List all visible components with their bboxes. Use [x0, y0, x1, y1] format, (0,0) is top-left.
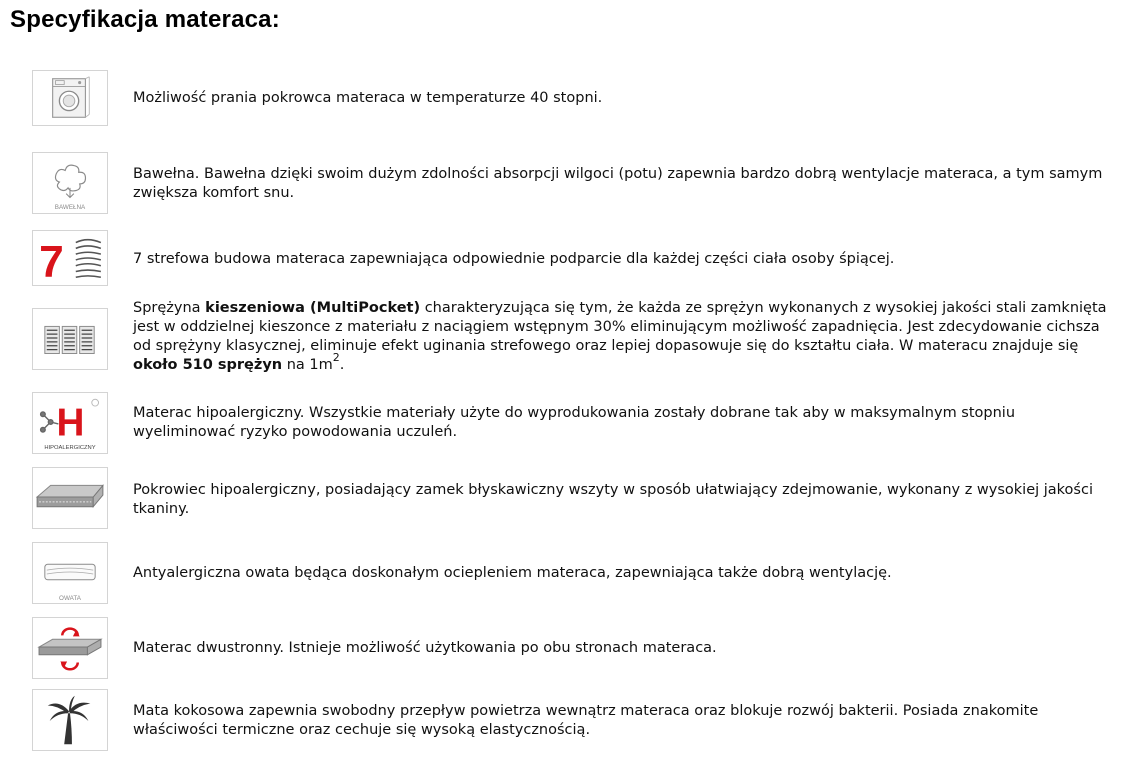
seven-zones-icon: [32, 230, 108, 286]
palm-tree-icon: [32, 689, 108, 751]
wadding-icon-label: OWATA: [59, 595, 81, 603]
zipper-cover-icon: [32, 467, 108, 529]
feature-row-hypoallergenic: [32, 392, 1117, 454]
feature-row-wadding: [32, 542, 1117, 604]
feature-row-coconut: [32, 689, 1117, 751]
seven-zones-number: 7: [39, 237, 64, 285]
feature-text-bold: kieszeniowa (MultiPocket): [205, 300, 421, 316]
feature-text: Bawełna. Bawełna dzięki swoim dużym zdolności absorpcji wilgoci (potu) zapewnia bardzo dobrą wentylacje materaca, a tym samym zwiększa komfort snu.: [133, 166, 1103, 201]
hypoallergenic-letter: H: [56, 401, 85, 445]
feature-row-washing: [32, 70, 1117, 126]
feature-text-part: charakteryzująca się tym, że każda ze sprężyn wykonanych z wysokiej jakości stali zamknięta jest w oddzielnej kieszonce z materiału z naciągiem wstępnym 30% eliminującym możliwość zapadnięcia. Jest zdecydowanie cichsza od sprężyny klasycznej, eliminuje efekt uginania strefowego oraz lepiej dopasowuje się do kształtu ciała. W materacu znajduje się: [133, 300, 1107, 354]
hypoallergenic-label: HIPOALERGICZNY: [44, 445, 96, 452]
feature-text: [133, 299, 1117, 375]
feature-row-cover: [32, 467, 1117, 529]
feature-text-part: na 1m: [282, 357, 333, 373]
feature-text: Materac dwustronny. Istnieje możliwość użytkowania po obu stronach materaca.: [133, 640, 717, 656]
feature-text-bold: około 510 sprężyn: [133, 357, 283, 373]
feature-text: Mata kokosowa zapewnia swobodny przepływ powietrza wewnątrz materaca oraz blokuje rozwój bakterii. Posiada znakomite właściwości termiczne oraz cechuje się wysoką elastycznością.: [133, 703, 1039, 738]
feature-row-seven-zones: [32, 230, 1117, 286]
feature-text: Antyalergiczna owata będąca doskonałym ociepleniem materaca, zapewniająca także dobrą wentylację.: [133, 565, 892, 581]
feature-row-pocket-springs: [32, 300, 1117, 380]
feature-text: Możliwość prania pokrowca materaca w temperaturze 40 stopni.: [133, 90, 603, 106]
cotton-icon: [32, 152, 108, 214]
feature-text: Materac hipoalergiczny. Wszystkie materiały użyte do wyprodukowania zostały dobrane tak aby w maksymalnym stopniu wyeliminować ryzyko powodowania uczuleń.: [133, 405, 1016, 440]
feature-row-two-sided: [32, 617, 1117, 679]
feature-row-cotton: [32, 152, 1117, 214]
hypoallergenic-icon: [32, 392, 108, 454]
wadding-icon: [32, 542, 108, 604]
feature-text-part: Sprężyna: [133, 300, 206, 316]
feature-text-part: .: [339, 357, 345, 373]
two-sided-mattress-icon: [32, 617, 108, 679]
page-title: Specyfikacja materaca:: [10, 6, 280, 33]
feature-text: 7 strefowa budowa materaca zapewniająca odpowiednie podparcie dla każdej części ciała osoby śpiącej.: [133, 251, 895, 267]
cotton-icon-label: BAWEŁNA: [54, 204, 86, 212]
feature-text: Pokrowiec hipoalergiczny, posiadający zamek błyskawiczny wszyty w sposób ułatwiający zdejmowanie, wykonany z wysokiej jakości tkaniny.: [133, 482, 1093, 517]
feature-text-superscript: 2: [332, 351, 340, 365]
washing-machine-icon: [32, 70, 108, 126]
pocket-springs-icon: [32, 308, 108, 370]
